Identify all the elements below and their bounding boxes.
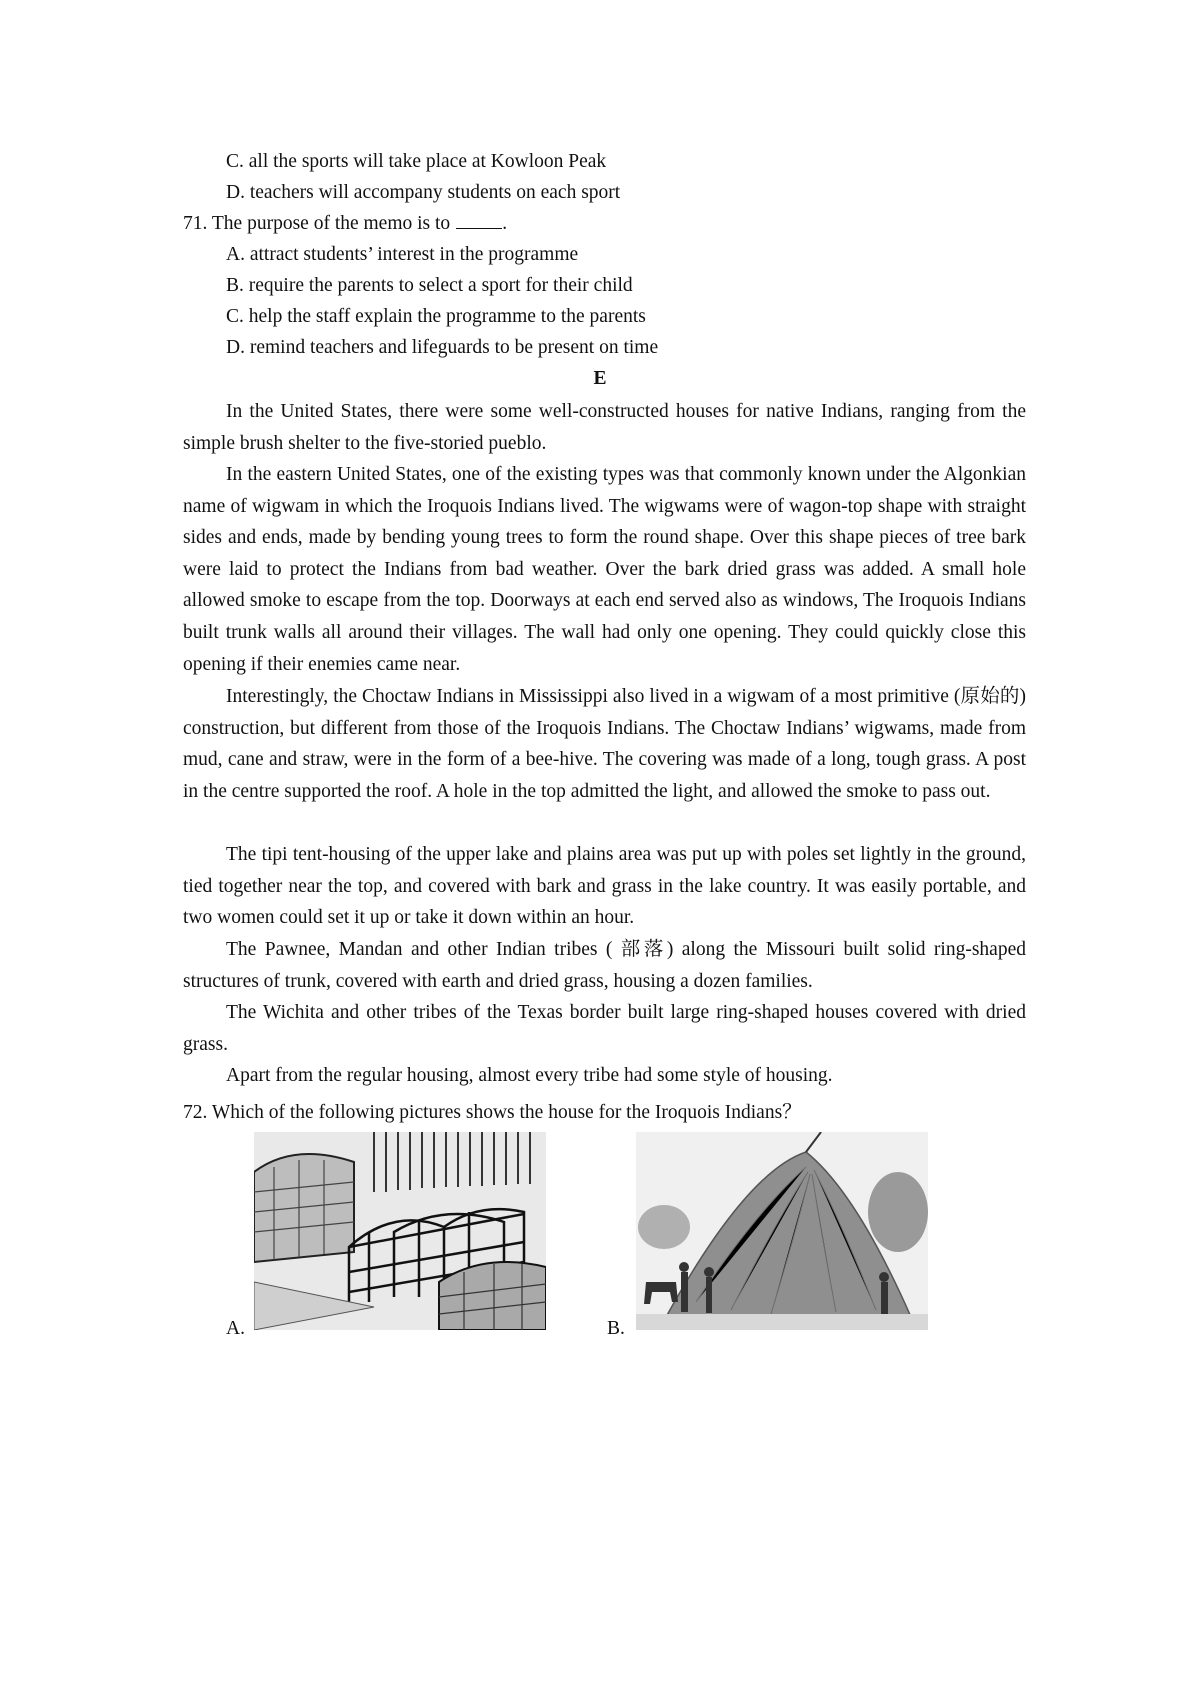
- longhouse-illustration: [254, 1132, 546, 1330]
- passage-paragraph: The Pawnee, Mandan and other Indian tribes ( 部落) along the Missouri built solid ring-shaped structures of trunk, covered with earth and dried grass, housing a dozen families.: [183, 939, 1026, 992]
- passage-paragraph: The Wichita and other tribes of the Texas border built large ring-shaped houses covered with dried grass.: [183, 1002, 1026, 1055]
- q72-option-a-label[interactable]: A.: [226, 1318, 245, 1339]
- grass-house-photo[interactable]: [636, 1132, 928, 1330]
- q71-option-b[interactable]: B. require the parents to select a sport for their child: [226, 275, 633, 296]
- q71-option-a[interactable]: A. attract students’ interest in the programme: [226, 244, 579, 265]
- passage-paragraph: Apart from the regular housing, almost every tribe had some style of housing.: [226, 1065, 833, 1086]
- q71-stem: [183, 212, 507, 236]
- passage-paragraph: In the eastern United States, one of the existing types was that commonly known under the Algonkian name of wigwam in which the Iroquois Indians lived. The wigwams were of wagon-top shape with straight sides and ends, made by bending young trees to form the round shape. Over this shape pieces of tree bark were laid to protect the Indians from bad weather. Over the bark dried grass was added. A small hole allowed smoke to escape from the top. Doorways at each end served also as windows, The Iroquois Indians built trunk walls all around their villages. The wall had only one opening. They could quickly close this opening if their enemies came near.: [183, 464, 1026, 675]
- section-heading: E: [593, 368, 607, 389]
- answer-blank: [456, 212, 502, 229]
- longhouse-photo[interactable]: [254, 1132, 546, 1330]
- q71-stem-text: 71. The purpose of the memo is to: [183, 213, 451, 234]
- q70-option-c[interactable]: C. all the sports will take place at Kowloon Peak: [226, 151, 607, 172]
- grass-house-illustration: [636, 1132, 928, 1330]
- q72-option-b-label[interactable]: B.: [607, 1318, 625, 1339]
- passage-paragraph: Interestingly, the Choctaw Indians in Mississippi also lived in a wigwam of a most primitive (原始的) construction, but different from those of the Iroquois Indians. The Choctaw Indians’ wigwams, made from mud, cane and straw, were in the form of a bee-hive. The covering was made of a long, tough grass. A post in the centre supported the roof. A hole in the top admitted the light, and allowed the smoke to pass out.: [183, 686, 1026, 802]
- q71-stem-end: .: [502, 213, 508, 234]
- passage-paragraph: The tipi tent-housing of the upper lake and plains area was put up with poles set lightly in the ground, tied together near the top, and covered with bark and grass in the lake country. It was easily portable, and two women could set it up or take it down within an hour.: [183, 844, 1026, 929]
- q72-stem: 72. Which of the following pictures shows the house for the Iroquois Indians？: [183, 1102, 802, 1123]
- q71-option-c[interactable]: C. help the staff explain the programme to the parents: [226, 306, 646, 327]
- q70-option-d[interactable]: D. teachers will accompany students on each sport: [226, 182, 621, 203]
- q71-option-d[interactable]: D. remind teachers and lifeguards to be present on time: [226, 337, 659, 358]
- passage-paragraph: In the United States, there were some well-constructed houses for native Indians, ranging from the simple brush shelter to the five-storied pueblo.: [183, 401, 1026, 454]
